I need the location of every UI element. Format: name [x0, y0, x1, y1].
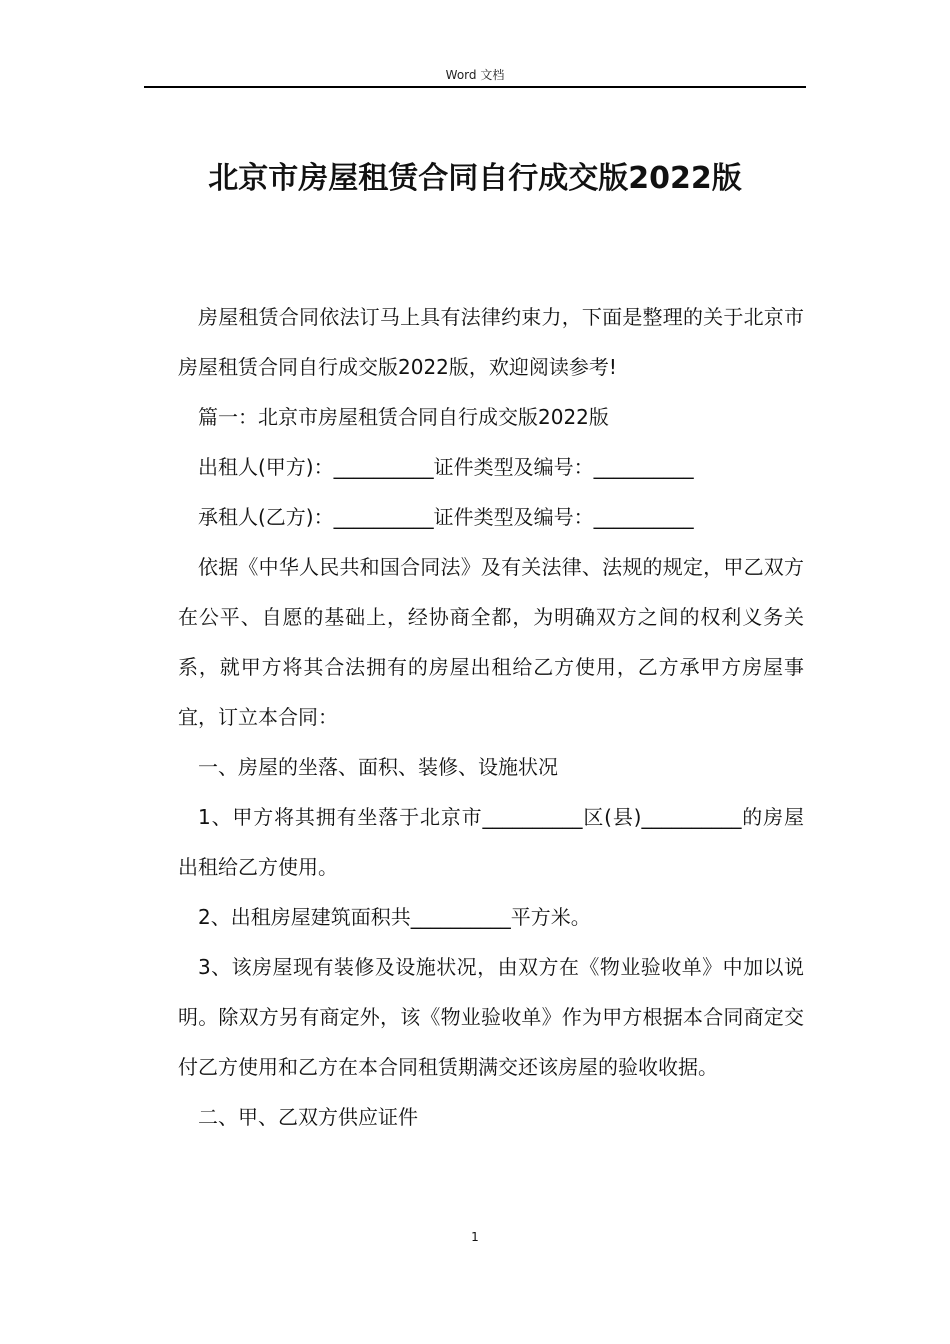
- basis-paragraph: 依据《中华人民共和国合同法》及有关法律、法规的规定，甲乙双方在公平、自愿的基础上，经协商全都，为明确双方之间的权利义务关系，就甲方将其合法拥有的房屋出租给乙方使用，乙方承甲方房屋事宜，订立本合同：: [178, 555, 804, 729]
- clause-item-2: 2、出租房屋建筑面积共__________平方米。: [198, 905, 591, 929]
- page-number: 1: [471, 1230, 479, 1244]
- document-title: 北京市房屋租赁合同自行成交版2022版: [208, 161, 742, 196]
- intro-paragraph: 房屋租赁合同依法订马上具有法律约束力，下面是整理的关于北京市房屋租赁合同自行成交版2022版，欢迎阅读参考!: [178, 305, 804, 379]
- lessor-line: 出租人(甲方)：__________证件类型及编号：__________: [198, 455, 694, 479]
- header-divider: [144, 86, 806, 88]
- section-heading-part-one: 篇一：北京市房屋租赁合同自行成交版2022版: [198, 405, 609, 429]
- clause-item-3: 3、该房屋现有装修及设施状况，由双方在《物业验收单》中加以说明。除双方另有商定外，该《物业验收单》作为甲方根据本合同商定交付乙方使用和乙方在本合同租赁期满交还该房屋的验收收据。: [178, 955, 804, 1079]
- clause-item-1: 1、甲方将其拥有坐落于北京市__________区(县)__________的房屋出租给乙方使用。: [178, 805, 804, 879]
- document-body: [178, 292, 804, 1142]
- clause-heading-one: 一、房屋的坐落、面积、装修、设施状况: [198, 755, 558, 779]
- clause-heading-two: 二、甲、乙双方供应证件: [198, 1105, 418, 1129]
- page-header-label: Word 文档: [445, 68, 505, 82]
- lessee-line: 承租人(乙方)：__________证件类型及编号：__________: [198, 505, 694, 529]
